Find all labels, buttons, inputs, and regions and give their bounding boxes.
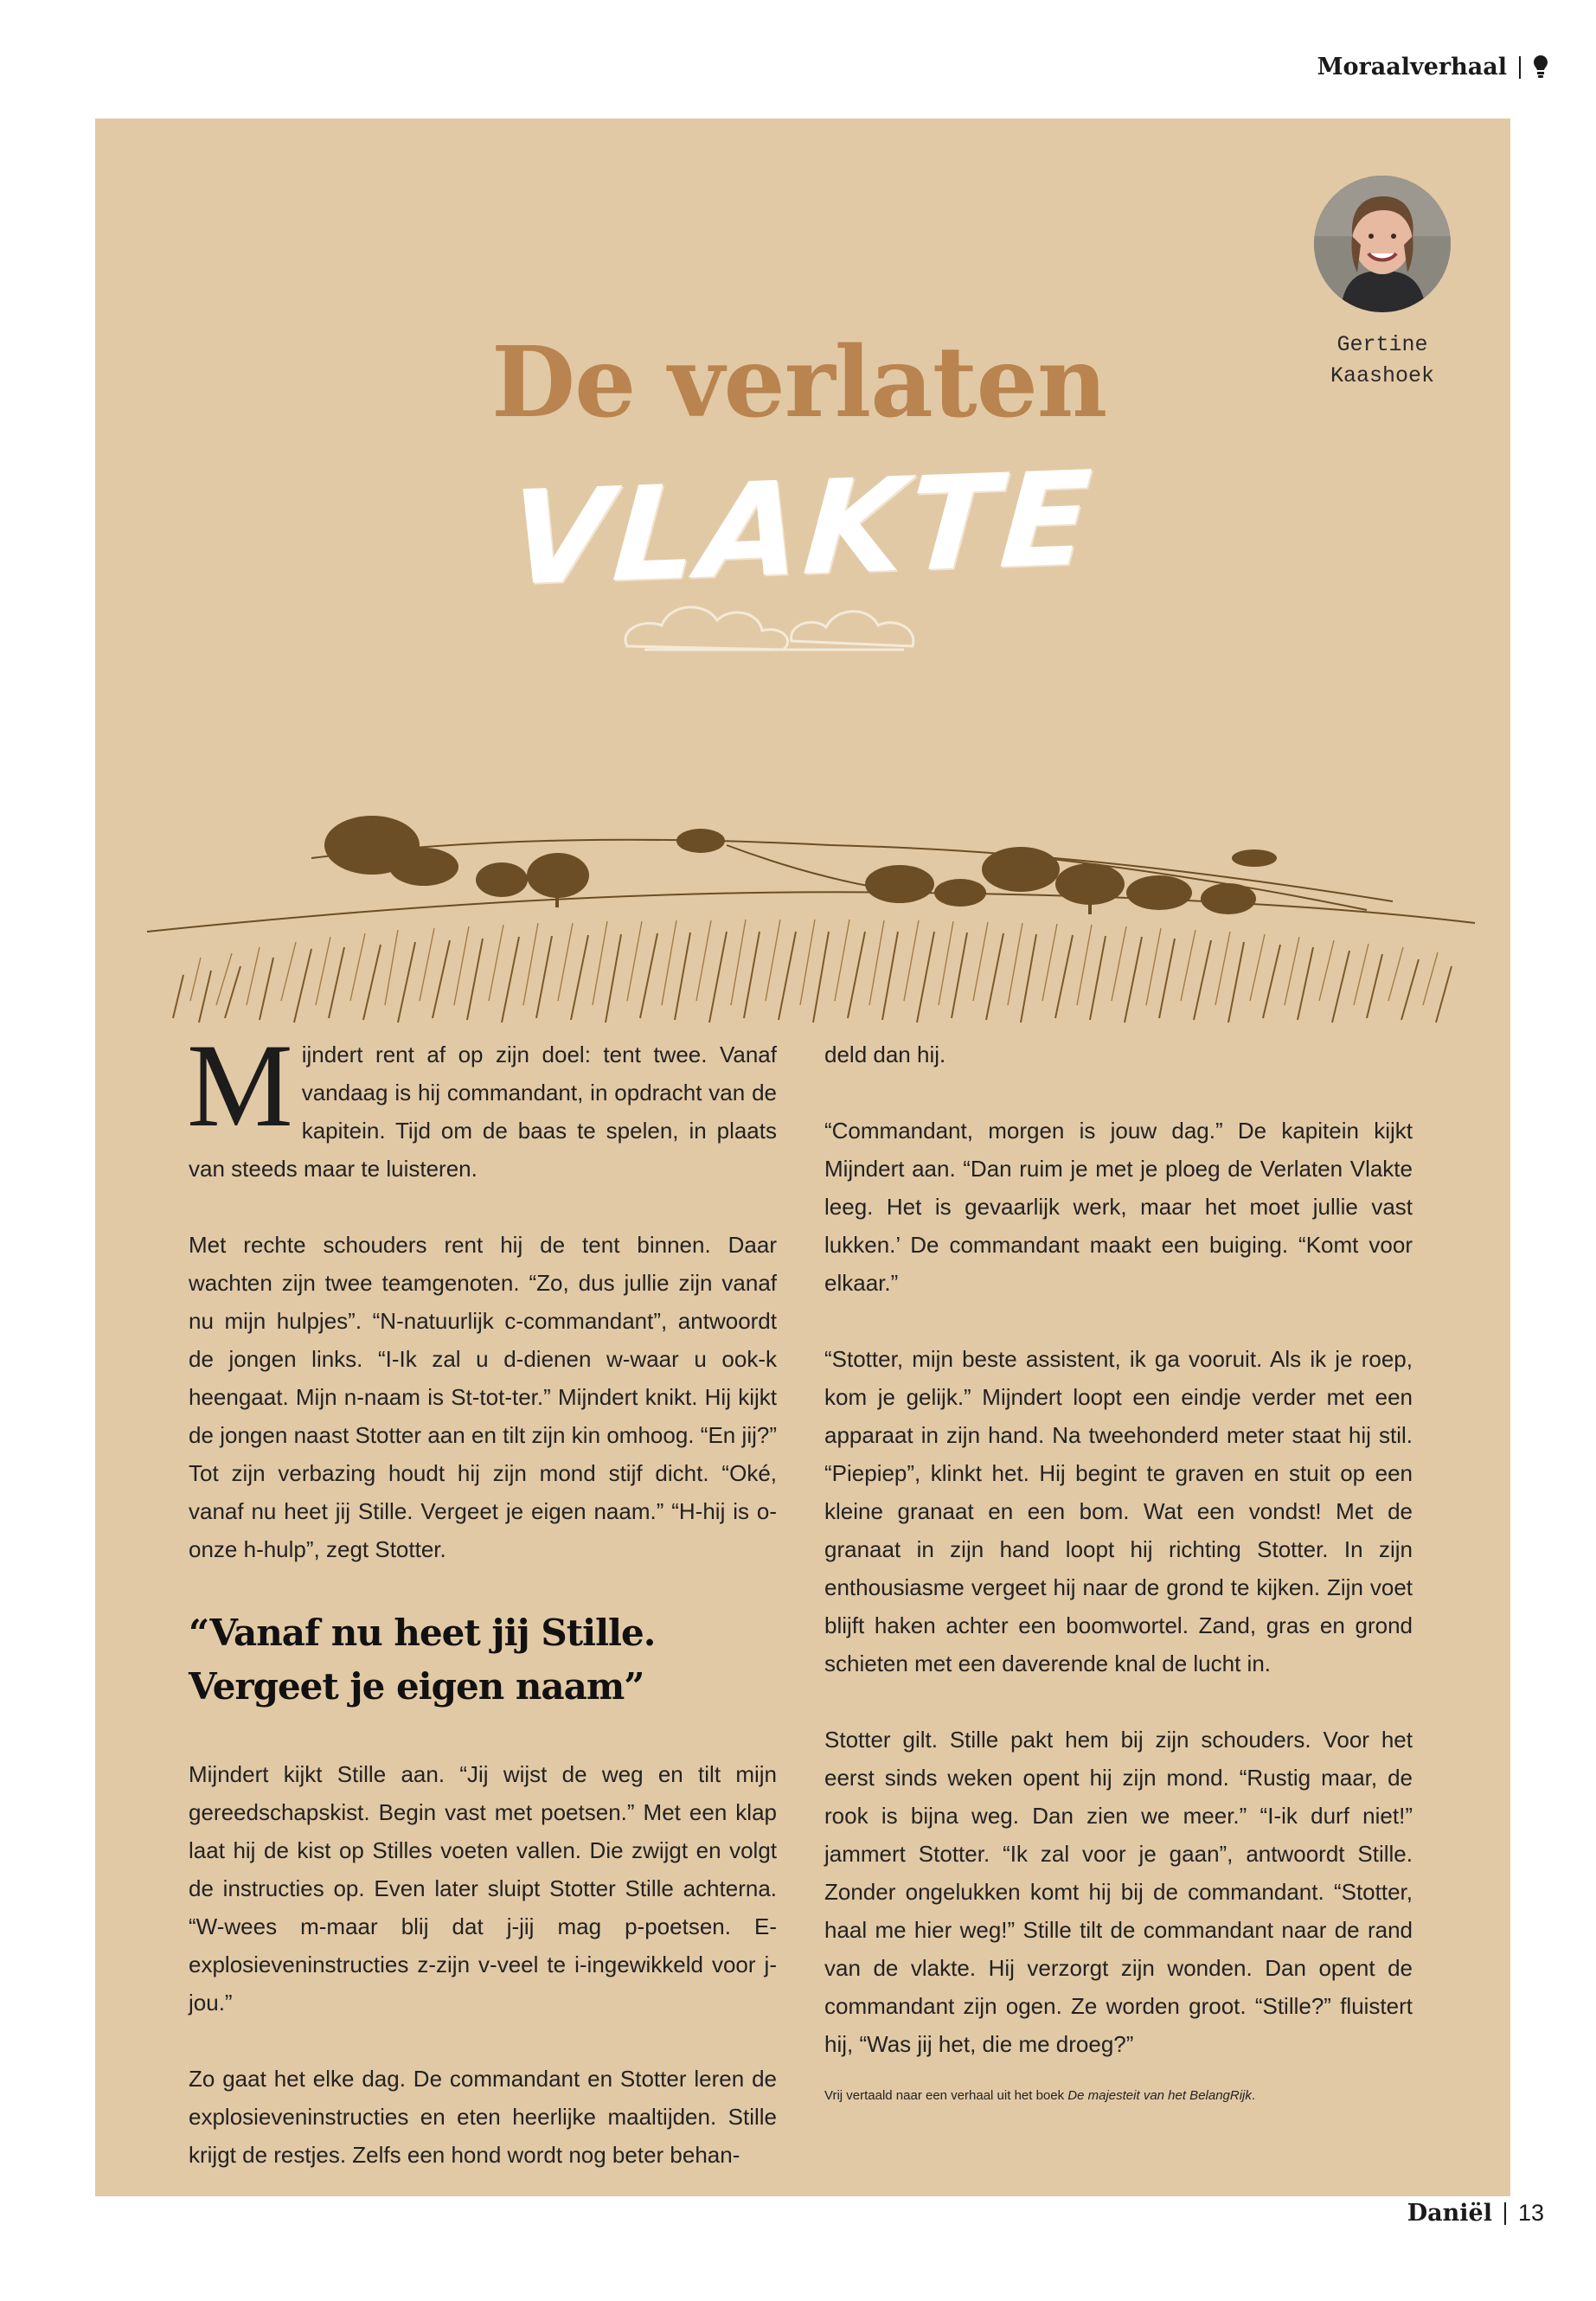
article-column-right — [824, 1035, 1413, 2106]
section-label: Moraalverhaal — [1317, 54, 1507, 80]
magazine-name: Daniël — [1407, 2200, 1492, 2227]
author-first-name: Gertine — [1336, 332, 1428, 357]
paragraph-8: Stotter gilt. Stille pakt hem bij zijn schouders. Voor het eerst sinds weken opent hij zijn mond. “Rustig maar, de rook is bijna weg. Dan zien we meer.” “I-ik durf niet!” jammert Stotter. “Ik zal voor je gaan”, antwoordt Stille. Zonder ongelukken komt hij bij de commandant. “Stotter, haal me hier weg!” Stille tilt de commandant naar de rand van de vlakte. Hij verzorgt zijn wonden. Dan opent de commandant zijn ogen. Ze worden groot. “Stille?” fluistert hij, “Was jij het, die me droeg?” — [824, 1727, 1413, 2057]
pull-quote — [189, 1606, 777, 1714]
article-column-left — [187, 1019, 777, 2212]
clouds-illustration — [610, 551, 973, 663]
paragraph-3: Mijndert kijkt Stille aan. “Jij wijst de weg en tilt mijn gereedschapskist. Begin vast met poetsen.” Met een klap laat hij de kist op Stilles voeten vallen. Die zwijgt en volgt de instructies op. Even later sluipt Stotter Stille achterna. “W-wees m-maar blij dat j-jij mag p-poetsen. E-explosieveninstructies z-zijn v-veel te i-ingewikkeld voor j-jou.” — [189, 1761, 777, 2016]
paragraph-1 — [187, 1019, 777, 1188]
paragraph-4: Zo gaat het elke dag. De commandant en Stotter leren de explosieveninstructies en eten heerlijke maaltijden. Stille krijgt de restjes. Zelfs een hond wordt nog beter behan- — [189, 2066, 777, 2168]
paragraph-6: “Commandant, morgen is jouw dag.” De kapitein kijkt Mijndert aan. “Dan ruim je met je ploeg de Verlaten Vlakte leeg. Het is gevaarlijk werk, maar het moet jullie vast lukken.’ De commandant maakt een buiging. “Komt voor elkaar.” — [824, 1118, 1413, 1296]
paragraph-2: Met rechte schouders rent hij de tent binnen. Daar wachten zijn twee teamgenoten. “Zo, dus jullie zijn vanaf nu mijn hulpjes”. “N-natuurlijk c-commandant”, antwoordt de jongen links. “I-Ik zal u d-dienen w-waar u ook-k heengaat. Mijn n-naam is St-tot-ter.” Mijndert knikt. Hij kijkt de jongen naast Stotter aan en tilt zijn kin omhoog. “En jij?” Tot zijn verbazing houdt hij zijn mond stijf dicht. “Oké, vanaf nu heet jij Stille. Vergeet je eigen naam.” “H-hij is o-onze h-hulp”, zegt Stotter. — [189, 1232, 777, 1562]
paragraph-1-text: ijndert rent af op zijn doel: tent twee. Vanaf vandaag is hij commandant, in opdracht van de kapitein. Tijd om de baas te spelen, in plaats van steeds maar te luisteren. — [189, 1042, 777, 1182]
article-panel — [95, 119, 1510, 2196]
paragraph-5: deld dan hij. — [824, 1042, 946, 1067]
author-avatar — [1314, 176, 1451, 312]
lightbulb-icon — [1533, 54, 1548, 80]
paragraph-7: “Stotter, mijn beste assistent, ik ga vooruit. Als ik je roep, kom je gelijk.” Mijndert loopt een eindje verder met een apparaat in zijn hand. Na tweehonderd meter staat hij stil. “Piepiep”, klinkt het. Hij begint te graven en stuit op een kleine granaat en een bom. Wat een vondst! Met de granaat in zijn hand loopt hij richting Stotter. In zijn enthousiasme vergeet hij naar de grond te kijken. Zijn voet blijft haken achter een boomwortel. Zand, gras en grond schieten met een daverende knal de lucht in. — [824, 1346, 1413, 1676]
dropcap: M — [187, 1019, 293, 1151]
page-footer — [1407, 2200, 1544, 2227]
source-credit — [824, 2086, 1413, 2106]
credit-suffix: . — [1251, 2088, 1256, 2103]
author-last-name: Kaashoek — [1330, 363, 1435, 388]
credit-book-title: De majesteit van het BelangRijk — [1067, 2088, 1252, 2103]
credit-prefix: Vrij vertaald naar een verhaal uit het boek — [824, 2088, 1068, 2103]
landscape-illustration — [138, 672, 1488, 1035]
title-line-1: De verlaten — [491, 326, 1107, 439]
pull-quote-line-1: “Vanaf nu heet jij Stille. — [189, 1612, 656, 1654]
section-header — [1317, 54, 1548, 80]
page-number: 13 — [1517, 2200, 1544, 2226]
title-line-2: VLAKTE — [503, 444, 1099, 615]
pull-quote-line-2: Vergeet je eigen naam” — [189, 1665, 644, 1708]
footer-divider — [1504, 2202, 1506, 2225]
header-divider — [1519, 56, 1521, 79]
